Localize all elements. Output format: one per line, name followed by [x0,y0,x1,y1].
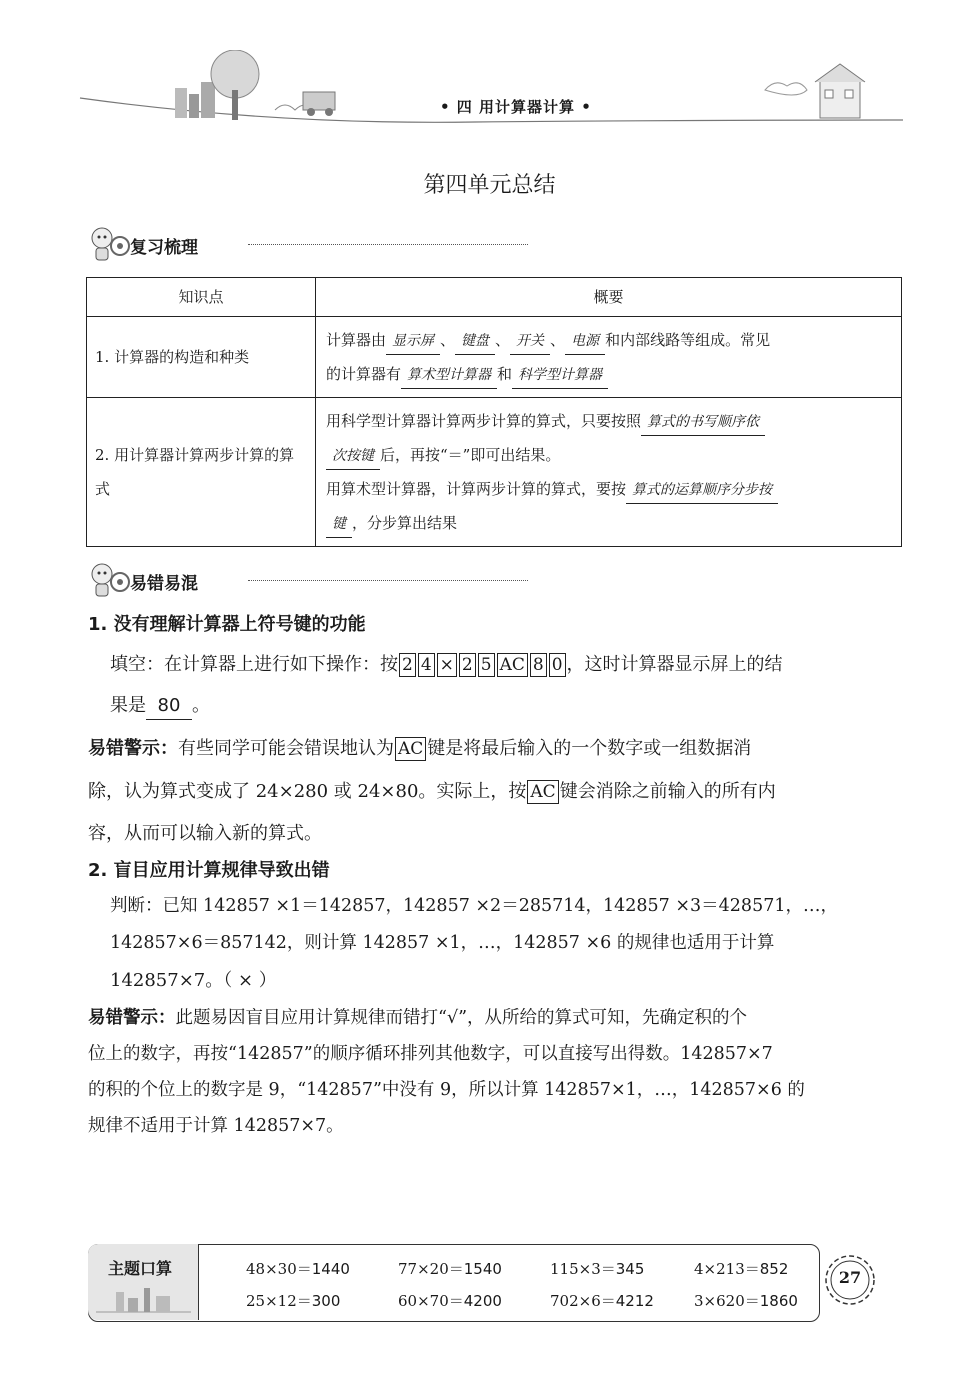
row1-text: 和 [497,365,513,383]
calc-question: 60×70＝ [398,1292,464,1310]
col-summary-header: 概要 [316,278,902,317]
calc-question: 115×3＝ [550,1260,616,1278]
calculator-key: AC [497,653,528,677]
calc-item [694,1290,798,1311]
item2-warning [88,1000,908,1037]
table-row [87,317,902,398]
col-topic-header: 知识点 [87,278,316,317]
answer-blank: 键 [326,511,352,538]
item1-warning-line2 [88,773,902,810]
heading-dotted-line [248,244,528,245]
row1-summary [316,317,902,398]
calculator-key: 4 [418,653,435,677]
answer-blank: 80 [146,693,192,720]
warning-label: 易错警示： [88,738,178,759]
mascot-icon [88,224,130,264]
item2-title: 2. 盲目应用计算规律导致出错 [88,860,330,881]
page-title: 第四单元总结 [423,173,556,198]
item1-text: 填空：在计算器上进行如下操作：按 [110,654,398,675]
review-heading-label: 复习梳理 [130,238,198,258]
calculator-key: AC [395,737,426,761]
calc-question: 4×213＝ [694,1260,760,1278]
calc-answer: 1440 [311,1260,350,1278]
row2-text: ，分步算出结果 [352,514,458,532]
chapter-title: • 四 用计算器计算 • [440,98,592,116]
calc-answer: 345 [615,1260,645,1278]
item2-question-line2: 142857×6＝857142，则计算 142857 ×1，…，142857 ×6 的规律也适用于计算 [110,933,775,953]
warning-text: 除，认为算式变成了 24×280 或 24×80。实际上，按 [88,781,527,802]
row1-text: 计算器由 [326,331,387,349]
header-illustration [75,50,905,130]
calculator-key: × [437,653,457,677]
calc-question: 3×620＝ [694,1292,760,1310]
calculator-key: AC [527,780,558,804]
row2-text: 后，再按“＝”即可出结果。 [380,446,561,464]
review-table [86,277,902,547]
warning-label: 易错警示： [88,1008,176,1028]
answer-blank: 算术型计算器 [401,362,497,389]
item2-warning-line2: 位上的数字，再按“142857”的顺序循环排列其他数字，可以直接写出得数。142857×7 [88,1044,773,1064]
row1-sep: 、 [495,331,511,349]
answer-blank: 科学型计算器 [512,362,608,389]
answer-blank: 键盘 [455,328,495,355]
item1-text: ，这时计算器显示屏上的结 [566,654,783,675]
mental-math-tab [88,1244,199,1320]
answer-blank: 电源 [565,328,605,355]
page-number: 27 [838,1268,862,1287]
calculator-key: 0 [549,653,566,677]
row2-summary [316,398,902,547]
calc-answer: 1860 [759,1292,798,1310]
item1-warning-line3: 容，从而可以输入新的算式。 [88,823,322,844]
item1-warning [88,730,902,767]
calc-item [550,1290,654,1311]
calc-question: 77×20＝ [398,1260,464,1278]
item2-warning-line3: 的积的个位上的数字是 9，“142857”中没有 9，所以计算 142857×1，…，142857×6 的 [88,1080,805,1100]
warning-text: 键是将最后输入的一个数字或一组数据消 [427,738,752,759]
item2-question-line3: 142857×7。（ × ） [110,970,277,991]
item2-question-line1: 判断：已知 142857 ×1＝142857，142857 ×2＝285714，142857 ×3＝428571，…， [110,896,838,916]
calc-answer: 4212 [615,1292,654,1310]
mistakes-section-heading [88,560,448,600]
calculator-key: 2 [459,653,476,677]
row1-sep: 、 [440,331,456,349]
calc-item [398,1290,502,1311]
item2-warning-line4: 规律不适用于计算 142857×7。 [88,1116,344,1136]
calc-answer: 1540 [463,1260,502,1278]
page-number-badge [822,1252,878,1308]
item1-answer-line [110,687,210,724]
item1-text: 果是 [110,695,146,716]
calc-item [550,1258,644,1279]
calc-item [246,1290,340,1311]
review-section-heading [88,224,448,264]
calc-answer: 4200 [463,1292,502,1310]
calculator-key: 5 [478,653,495,677]
answer-blank: 算式的书写顺序依 [641,409,765,436]
calc-answer: 300 [311,1292,341,1310]
warning-text: 有些同学可能会错误地认为 [178,738,394,759]
warning-text: 此题易因盲目应用计算规律而错打“√”，从所给的算式可知，先确定积的个 [175,1008,748,1028]
calc-answer: 852 [759,1260,789,1278]
answer-blank: 算式的运算顺序分步按 [626,477,778,504]
row1-text: 和内部线路等组成。常见 [605,331,771,349]
city-skyline-icon [96,1284,191,1314]
calc-item [398,1258,502,1279]
answer-blank: 开关 [510,328,550,355]
heading-dotted-line [248,580,528,581]
row1-sep: 、 [550,331,566,349]
calc-question: 702×6＝ [550,1292,616,1310]
answer-blank: 次按键 [326,443,380,470]
answer-blank: 显示屏 [386,328,440,355]
calc-question: 48×30＝ [246,1260,312,1278]
row2-text: 用算术型计算器，计算两步计算的算式，要按 [326,480,627,498]
item1-question [110,646,902,683]
table-header-row [87,278,902,317]
item1-text: 。 [192,695,210,716]
table-row [87,398,902,547]
row2-topic: 2. 用计算器计算两步计算的算式 [87,398,316,547]
mascot-icon [88,560,130,600]
warning-text: 键会消除之前输入的所有内 [559,781,776,802]
calc-item [694,1258,788,1279]
mistakes-heading-label: 易错易混 [130,574,198,594]
calculator-key: 8 [530,653,547,677]
calc-item [246,1258,350,1279]
row1-topic: 1. 计算器的构造和种类 [87,317,316,398]
calculator-key: 2 [399,653,416,677]
mental-math-label: 主题口算 [108,1259,173,1278]
row2-text: 用科学型计算器计算两步计算的算式，只要按照 [326,412,642,430]
calc-question: 25×12＝ [246,1292,312,1310]
item1-title: 1. 没有理解计算器上符号键的功能 [88,614,366,635]
row1-text: 的计算器有 [326,365,402,383]
